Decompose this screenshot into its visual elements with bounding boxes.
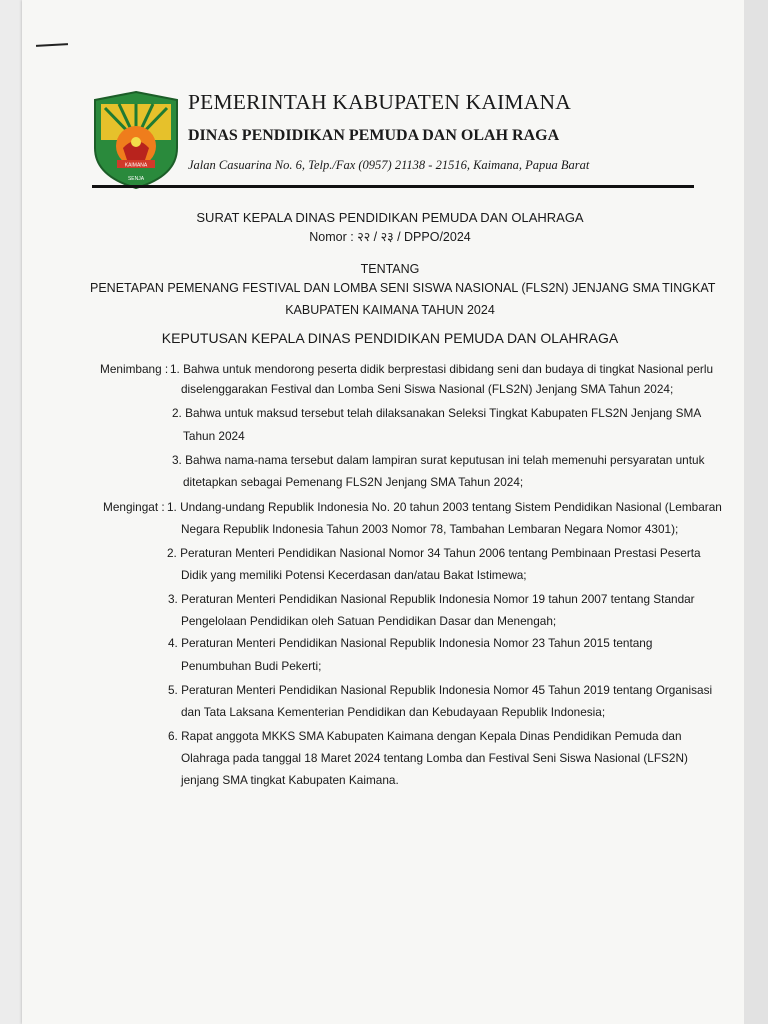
menimbang-item-1-line1: 1. Bahwa untuk mendorong peserta didik berprestasi dibidang seni dan budaya di tingkat Nasional perlu (170, 362, 714, 376)
subject-line-2: KABUPATEN KAIMANA TAHUN 2024 (285, 303, 495, 317)
menimbang-item-2-line1: 2. Bahwa untuk maksud tersebut telah dilaksanakan Seleksi Tingkat Kabupaten FLS2N Jenjang SMA (172, 406, 702, 420)
subject-line-1: PENETAPAN PEMENANG FESTIVAL DAN LOMBA SENI SISWA NASIONAL (FLS2N) JENJANG SMA TINGKAT (90, 281, 716, 295)
decision-heading: KEPUTUSAN KEPALA DINAS PENDIDIKAN PEMUDA DAN OLAHRAGA (161, 330, 619, 346)
mengingat-item-6-line3: jenjang SMA tingkat Kabupaten Kaimana. (181, 773, 399, 787)
mengingat-label: Mengingat : (103, 500, 165, 514)
menimbang-item-1-line2: diselenggarakan Festival dan Lomba Seni Siswa Nasional (FLS2N) Jenjang SMA Tahun 2024; (181, 382, 674, 396)
letter-title: SURAT KEPALA DINAS PENDIDIKAN PEMUDA DAN OLAHRAGA (196, 210, 584, 225)
menimbang-item-2-line2: Tahun 2024 (183, 429, 245, 443)
menimbang-item-3-line2: ditetapkan sebagai Pemenang FLS2N Jenjang SMA Tahun 2024; (183, 475, 524, 489)
mengingat-item-4-line1: 4. Peraturan Menteri Pendidikan Nasional Republik Indonesia Nomor 23 Tahun 2015 tentang (168, 636, 653, 650)
mengingat-item-2-line2: Didik yang memiliki Potensi Kecerdasan dan/atau Bakat Istimewa; (181, 568, 527, 582)
mengingat-item-4-line2: Penumbuhan Budi Pekerti; (181, 659, 322, 673)
menimbang-label: Menimbang : (100, 362, 169, 376)
mengingat-item-3-line1: 3. Peraturan Menteri Pendidikan Nasional Republik Indonesia Nomor 19 tahun 2007 tentang Standar (168, 592, 695, 606)
mengingat-item-5-line2: dan Tata Laksana Kementerian Pendidikan dan Kebudayaan Republik Indonesia; (181, 705, 606, 719)
mengingat-item-1-line1: 1. Undang-undang Republik Indonesia No. 20 tahun 2003 tentang Sistem Pendidikan Nasional (Lembaran (167, 500, 722, 514)
letterhead-divider (92, 185, 694, 188)
mengingat-item-1-line2: Negara Republik Indonesia Tahun 2003 Nomor 78, Tambahan Lembaran Negara Nomor 4301); (181, 522, 679, 536)
kaimana-emblem-logo (91, 90, 181, 190)
letter-number: Nomor : २२ / २३ / DPPO/2024 (309, 230, 471, 244)
svg-text:SENJA: SENJA (127, 176, 145, 182)
letterhead-subtitle: DINAS PENDIDIKAN PEMUDA DAN OLAH RAGA (188, 127, 560, 144)
mengingat-item-2-line1: 2. Peraturan Menteri Pendidikan Nasional Nomor 34 Tahun 2006 tentang Pembinaan Prestasi Peserta (167, 546, 701, 560)
mengingat-item-6-line2: Olahraga pada tanggal 18 Maret 2024 tentang Lomba dan Festival Seni Siswa Nasional (LFS2N) (181, 751, 688, 765)
svg-text:KAIMANA: KAIMANA (124, 162, 148, 169)
mengingat-item-5-line1: 5. Peraturan Menteri Pendidikan Nasional Republik Indonesia Nomor 45 Tahun 2019 tentang Organisasi (168, 683, 713, 697)
letterhead-title: PEMERINTAH KABUPATEN KAIMANA (188, 90, 571, 114)
menimbang-item-3-line1: 3. Bahwa nama-nama tersebut dalam lampiran surat keputusan ini telah memenuhi persyaratan untuk (172, 453, 705, 467)
letterhead-address: Jalan Casuarina No. 6, Telp./Fax (0957) 21138 - 21516, Kaimana, Papua Barat (188, 158, 590, 172)
mengingat-item-3-line2: Pengelolaan Pendidikan oleh Satuan Pendidikan Dasar dan Menengah; (181, 614, 557, 628)
tentang-heading: TENTANG (360, 262, 420, 276)
scan-edge (744, 0, 768, 1024)
mengingat-item-6-line1: 6. Rapat anggota MKKS SMA Kabupaten Kaimana dengan Kepala Dinas Pendidikan Pemuda dan (168, 729, 682, 743)
